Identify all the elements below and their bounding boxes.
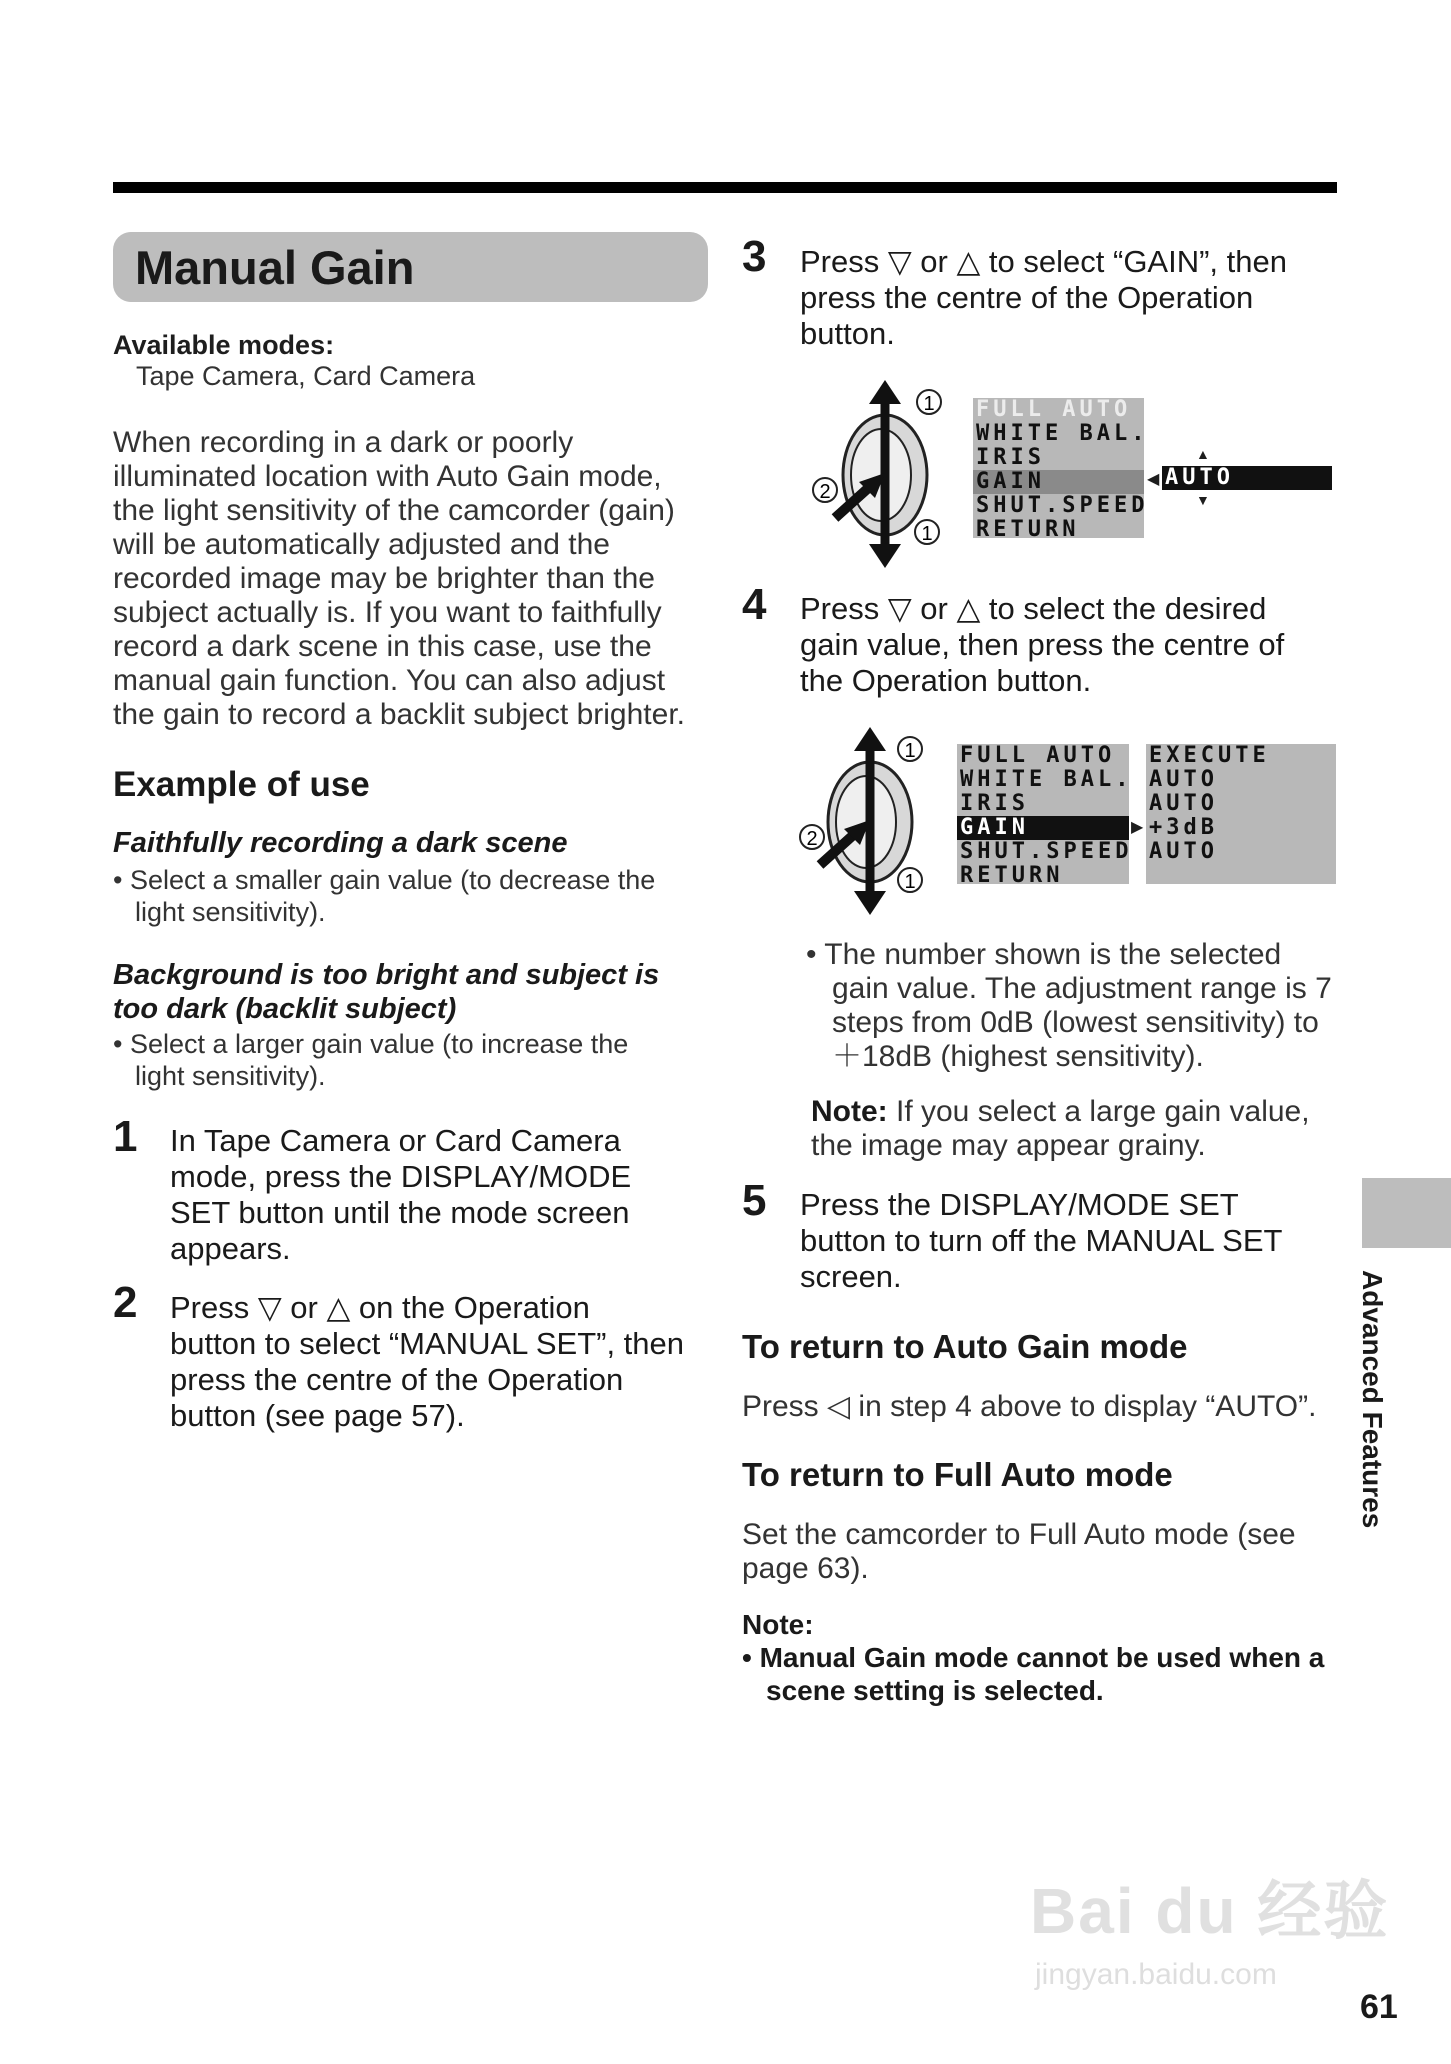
- menu-value: AUTO: [1149, 839, 1218, 864]
- gain-value: AUTO: [1165, 465, 1234, 490]
- gain-value-box: [1162, 466, 1332, 490]
- example-heading: Example of use: [113, 765, 370, 804]
- step-line: button to turn off the MANUAL SET: [800, 1223, 1283, 1258]
- menu-item-selected: GAIN: [973, 470, 1144, 494]
- return-full-text: [742, 1518, 1296, 1586]
- watermark-logo: Bai du 经验: [1030, 1875, 1390, 1947]
- step-line: In Tape Camera or Card Camera: [170, 1123, 621, 1158]
- step-number: 5: [742, 1176, 767, 1225]
- intro-line: manual gain function. You can also adjust: [113, 664, 666, 697]
- menu-value: AUTO: [1149, 791, 1218, 816]
- menu-screen-1: [973, 397, 1149, 542]
- return-auto-text: Press ◁ in step 4 above to display “AUTO”.: [742, 1390, 1317, 1423]
- section-label: [1357, 1270, 1390, 1530]
- case1-line: • Select a smaller gain value (to decrease the: [113, 865, 656, 895]
- menu-values-2: [1146, 744, 1336, 884]
- title-box: [113, 232, 708, 302]
- gain-info-line: • The number shown is the selected: [806, 938, 1282, 971]
- gain-info-line: ＋18dB (highest sensitivity).: [832, 1040, 1204, 1073]
- menu-item: WHITE BAL.: [976, 421, 1149, 446]
- menu-item: WHITE BAL.: [960, 767, 1133, 792]
- case1-line: light sensitivity).: [135, 897, 326, 927]
- operation-button-diagram-1: [805, 378, 955, 568]
- step-line: SET button until the mode screen: [170, 1195, 630, 1230]
- menu-item: SHUT.SPEED: [960, 839, 1133, 864]
- section-label-text: Advanced Features: [1357, 1270, 1388, 1529]
- step-3-text: [800, 244, 1287, 352]
- available-modes-label: Available modes:: [113, 330, 335, 360]
- page-title: Manual Gain: [135, 241, 415, 294]
- step-2-text: [170, 1290, 684, 1434]
- step-line: button to select “MANUAL SET”, then: [170, 1326, 685, 1361]
- note-label: Note:: [811, 1095, 888, 1128]
- step-line: press the centre of the Operation: [800, 280, 1254, 315]
- step-4-text: [800, 591, 1284, 699]
- gain-info-line: steps from 0dB (lowest sensitivity) to: [832, 1006, 1319, 1039]
- case2-title: [113, 958, 659, 1026]
- return-full-line: Set the camcorder to Full Auto mode (see: [742, 1518, 1296, 1551]
- step-5-text: [800, 1187, 1282, 1295]
- case2-title-line: too dark (backlit subject): [113, 993, 457, 1025]
- note-line: • Manual Gain mode cannot be used when a: [742, 1642, 1325, 1673]
- note-2: [742, 1608, 1324, 1707]
- step-line: button.: [800, 316, 895, 351]
- intro-line: will be automatically adjusted and the: [113, 528, 610, 561]
- callout-label: 1: [904, 740, 916, 762]
- return-auto-heading: To return to Auto Gain mode: [742, 1328, 1188, 1365]
- step-line: screen.: [800, 1259, 902, 1294]
- intro-line: recorded image may be brighter than the: [113, 562, 655, 595]
- menu-value-selected: +3dB: [1149, 815, 1218, 840]
- menu-value: AUTO: [1149, 767, 1218, 792]
- return-full-line: page 63).: [742, 1552, 869, 1585]
- step-line: Press ▽ or △ to select the desired: [800, 591, 1267, 626]
- step-line: gain value, then press the centre of: [800, 627, 1285, 662]
- callout-label: 1: [904, 871, 916, 893]
- arrow-up-icon: [869, 380, 901, 404]
- up-indicator-icon: ▲: [1196, 446, 1210, 462]
- step-number: 4: [742, 580, 767, 629]
- intro-line: When recording in a dark or poorly: [113, 426, 574, 459]
- menu-screen-2: [957, 743, 1133, 888]
- step-line: mode, press the DISPLAY/MODE: [170, 1159, 632, 1194]
- step-number: 1: [113, 1112, 138, 1161]
- watermark-url: jingyan.baidu.com: [1035, 1958, 1277, 1991]
- menu-item-selected: GAIN: [957, 816, 1129, 840]
- top-rule: [113, 182, 1337, 193]
- note-1: [811, 1095, 1351, 1163]
- arrow-down-icon: [869, 544, 901, 568]
- step-number: 2: [113, 1278, 138, 1327]
- down-indicator-icon: ▼: [1196, 492, 1210, 508]
- menu-value: EXECUTE: [1149, 743, 1270, 768]
- arrow-up-icon: [854, 727, 886, 751]
- section-tab: [1362, 1178, 1451, 1248]
- gain-info-line: gain value. The adjustment range is 7: [832, 972, 1332, 1005]
- return-full-heading: To return to Full Auto mode: [742, 1456, 1173, 1493]
- callout-label: 2: [819, 481, 831, 503]
- available-modes-value: Tape Camera, Card Camera: [136, 361, 476, 391]
- callout-label: 1: [923, 393, 935, 415]
- gain-info: [806, 938, 1346, 1074]
- menu-item: FULL AUTO: [976, 397, 1132, 422]
- step-line: press the centre of the Operation: [170, 1362, 624, 1397]
- case1-title: Faithfully recording a dark scene: [113, 827, 568, 859]
- operation-button-diagram-2: [790, 725, 940, 915]
- note-label: Note:: [742, 1609, 814, 1640]
- case2-text: [113, 1028, 628, 1092]
- case2-title-line: Background is too bright and subject is: [113, 959, 660, 991]
- intro-line: illuminated location with Auto Gain mode,: [113, 460, 662, 493]
- menu-item: SHUT.SPEED: [976, 493, 1149, 518]
- menu-item: IRIS: [960, 791, 1029, 816]
- intro-line: subject actually is. If you want to faithfully: [113, 596, 662, 629]
- step-line: appears.: [170, 1231, 291, 1266]
- menu-item: RETURN: [976, 517, 1080, 542]
- intro-line: the gain to record a backlit subject brighter.: [113, 698, 685, 731]
- right-pointer-icon: ▶: [1131, 819, 1144, 836]
- step-line: button (see page 57).: [170, 1398, 465, 1433]
- intro-paragraph: [113, 426, 713, 732]
- step-line: Press the DISPLAY/MODE SET: [800, 1187, 1239, 1222]
- left-pointer-icon: ◀: [1147, 471, 1160, 488]
- menu-item: IRIS: [976, 445, 1045, 470]
- step-number: 3: [742, 232, 767, 281]
- page-number: 61: [1360, 1988, 1398, 2026]
- case2-line: • Select a larger gain value (to increase the: [113, 1029, 629, 1059]
- case1-text: [113, 864, 655, 928]
- case2-line: light sensitivity).: [135, 1061, 326, 1091]
- intro-line: the light sensitivity of the camcorder (gain): [113, 494, 675, 527]
- step-line: Press ▽ or △ to select “GAIN”, then: [800, 244, 1287, 279]
- callout-label: 2: [806, 828, 818, 850]
- step-1-text: [170, 1123, 631, 1267]
- intro-line: record a dark scene in this case, use the: [113, 630, 652, 663]
- arrow-down-icon: [854, 891, 886, 915]
- step-line: the Operation button.: [800, 663, 1092, 698]
- callout-label: 1: [921, 523, 933, 545]
- note-line: If you select a large gain value,: [887, 1095, 1310, 1128]
- menu-item: RETURN: [960, 863, 1064, 888]
- note-line: scene setting is selected.: [766, 1675, 1104, 1706]
- step-line: Press ▽ or △ on the Operation: [170, 1290, 590, 1325]
- menu-item: FULL AUTO: [960, 743, 1116, 768]
- note-line: the image may appear grainy.: [811, 1129, 1206, 1162]
